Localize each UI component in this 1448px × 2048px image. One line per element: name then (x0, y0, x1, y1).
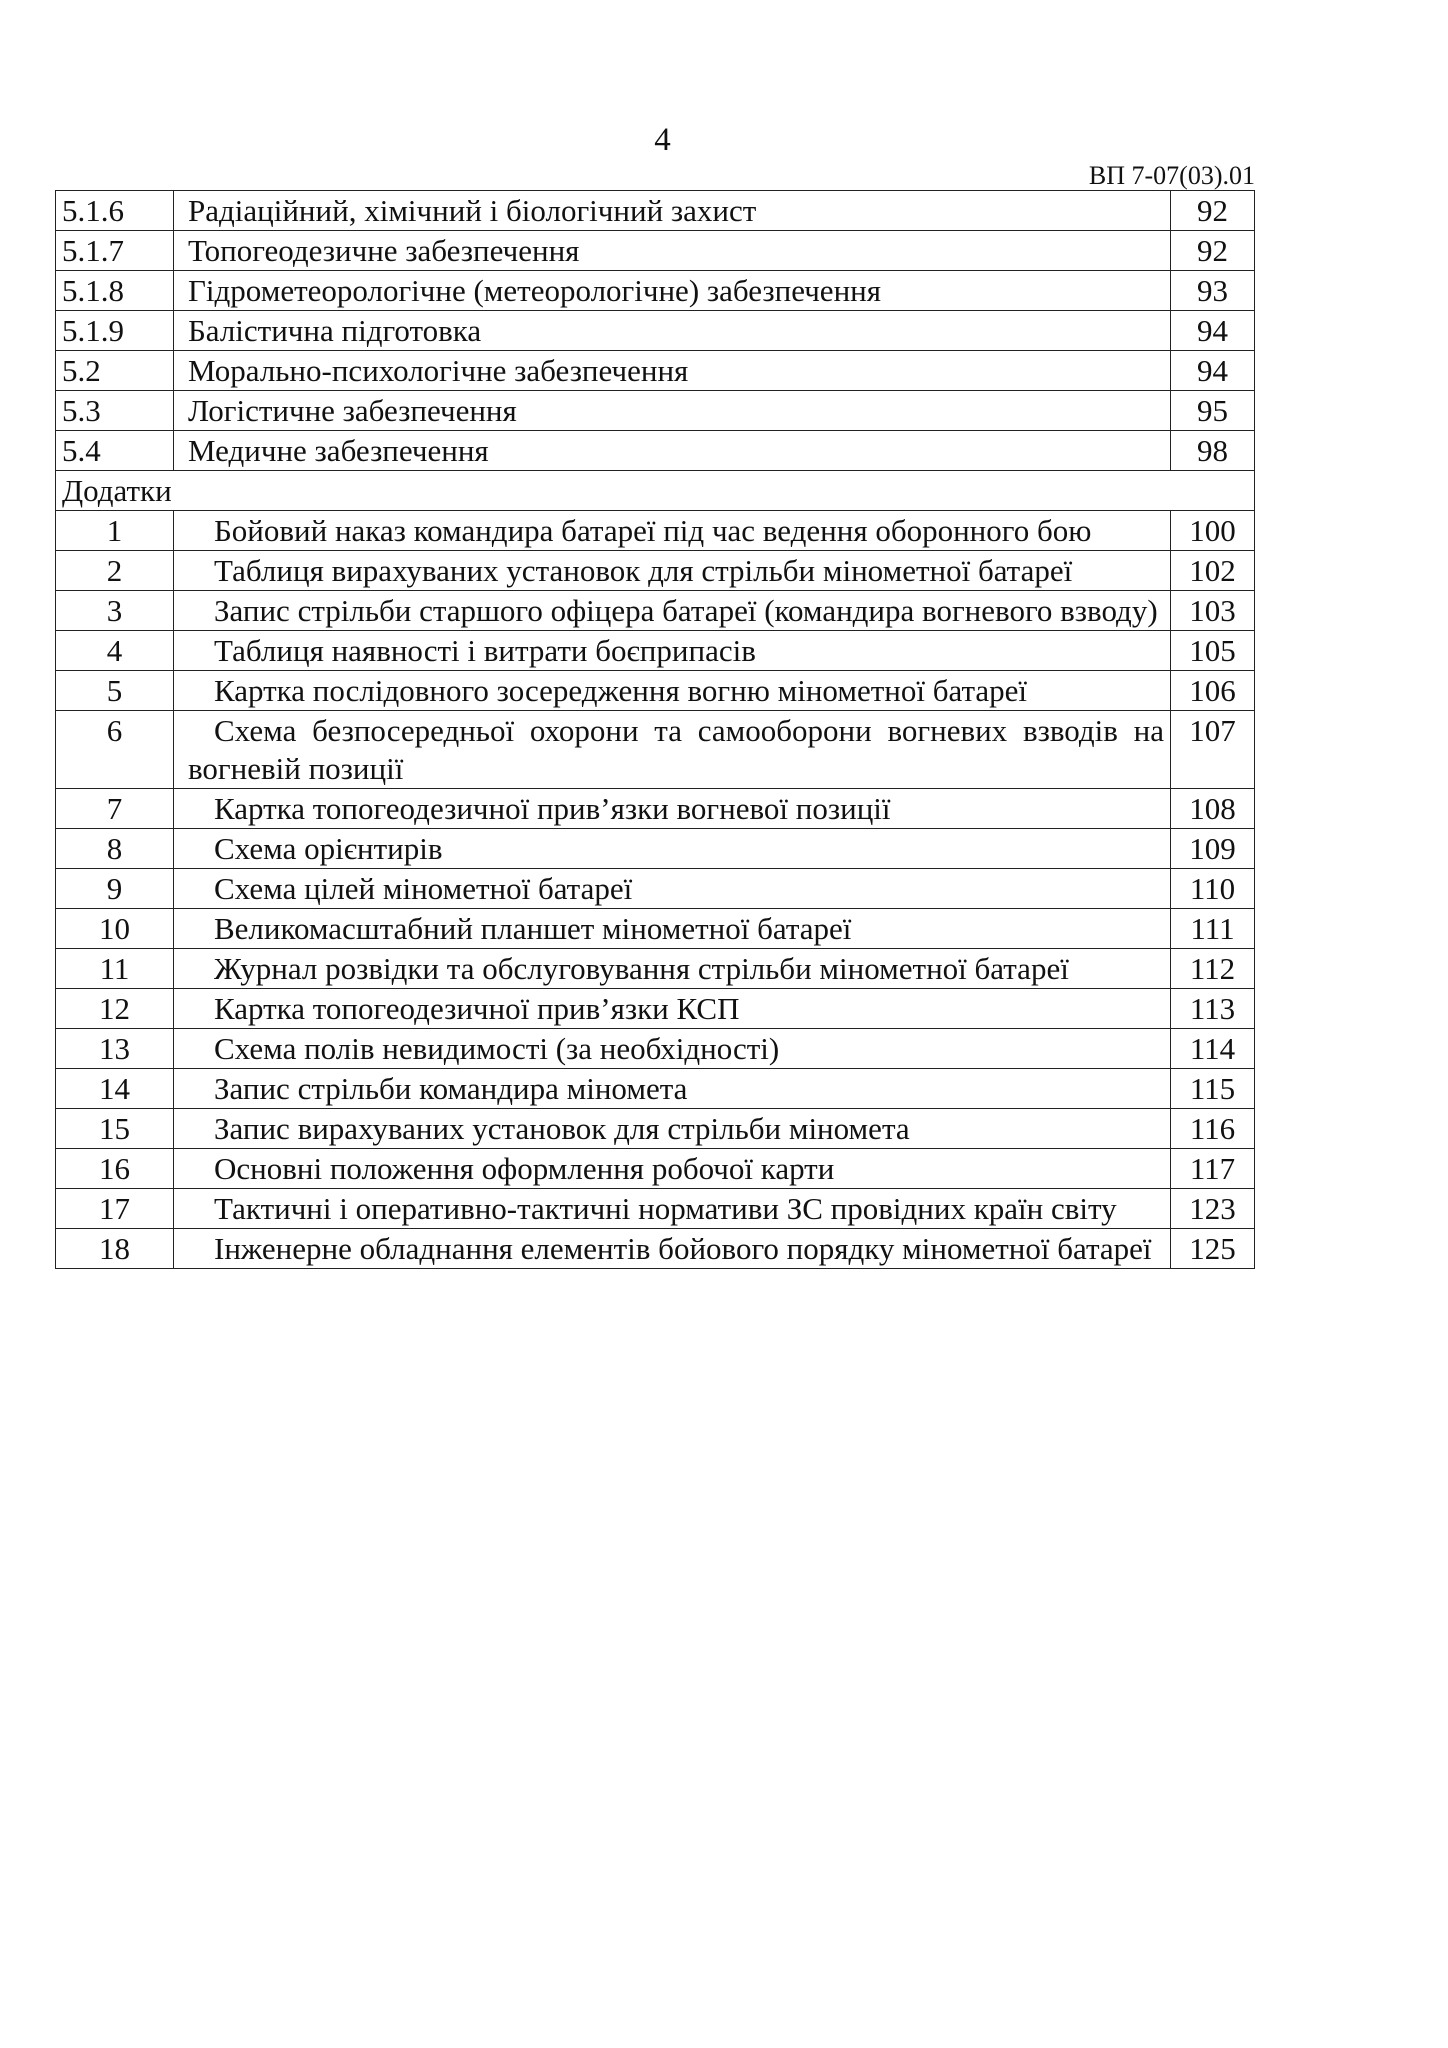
toc-appendix-row (56, 591, 1255, 631)
appendix-page: 117 (1171, 1149, 1255, 1189)
toc-appendix-row (56, 1109, 1255, 1149)
page-number: 4 (654, 122, 671, 158)
appendix-title: Запис стрільби старшого офіцера батареї (командира вогневого взводу) (174, 591, 1171, 631)
appendix-page: 102 (1171, 551, 1255, 591)
section-page: 95 (1171, 391, 1255, 431)
appendix-number: 8 (56, 829, 174, 869)
section-number: 5.1.9 (56, 311, 174, 351)
toc-section-row (56, 351, 1255, 391)
appendix-page: 100 (1171, 511, 1255, 551)
toc-appendix-row (56, 511, 1255, 551)
appendix-title: Тактичні і оперативно-тактичні нормативи ЗС провідних країн світу (174, 1189, 1171, 1229)
section-page: 94 (1171, 351, 1255, 391)
appendix-page: 107 (1171, 711, 1255, 789)
appendix-page: 116 (1171, 1109, 1255, 1149)
section-number: 5.2 (56, 351, 174, 391)
section-number: 5.1.6 (56, 191, 174, 231)
section-page: 98 (1171, 431, 1255, 471)
appendix-number: 17 (56, 1189, 174, 1229)
section-number: 5.4 (56, 431, 174, 471)
section-title: Морально-психологічне забезпечення (174, 351, 1171, 391)
toc-section-row (56, 311, 1255, 351)
toc-appendix-row (56, 909, 1255, 949)
toc-section-row (56, 431, 1255, 471)
appendix-title: Схема безпосередньої охорони та самооборони вогневих взводів на вогневій позиції (174, 711, 1171, 789)
appendix-title: Схема цілей мінометної батареї (174, 869, 1171, 909)
appendix-title: Схема полів невидимості (за необхідності) (174, 1029, 1171, 1069)
appendix-page: 110 (1171, 869, 1255, 909)
appendix-number: 1 (56, 511, 174, 551)
appendix-number: 13 (56, 1029, 174, 1069)
appendix-number: 15 (56, 1109, 174, 1149)
toc-appendix-row (56, 1029, 1255, 1069)
appendix-title: Картка топогеодезичної прив’язки вогневої позиції (174, 789, 1171, 829)
appendix-page: 106 (1171, 671, 1255, 711)
appendix-title: Запис стрільби командира міномета (174, 1069, 1171, 1109)
toc-appendix-row (56, 869, 1255, 909)
section-title: Медичне забезпечення (174, 431, 1171, 471)
appendix-title: Схема орієнтирів (174, 829, 1171, 869)
appendix-page: 112 (1171, 949, 1255, 989)
document-code: ВП 7-07(03).01 (1088, 161, 1255, 190)
section-number: 5.3 (56, 391, 174, 431)
appendices-heading-row (56, 471, 1255, 511)
appendix-page: 109 (1171, 829, 1255, 869)
appendix-number: 4 (56, 631, 174, 671)
appendix-number: 6 (56, 711, 174, 789)
appendix-page: 125 (1171, 1229, 1255, 1269)
toc-appendix-row (56, 1189, 1255, 1229)
section-title: Радіаційний, хімічний і біологічний захист (174, 191, 1171, 231)
toc-appendix-row (56, 949, 1255, 989)
toc-appendix-row (56, 551, 1255, 591)
toc-appendix-row (56, 1229, 1255, 1269)
appendix-number: 7 (56, 789, 174, 829)
appendix-page: 105 (1171, 631, 1255, 671)
section-number: 5.1.7 (56, 231, 174, 271)
appendix-title: Картка послідовного зосередження вогню мінометної батареї (174, 671, 1171, 711)
appendix-page: 111 (1171, 909, 1255, 949)
section-title: Балістична підготовка (174, 311, 1171, 351)
appendix-title: Запис вирахуваних установок для стрільби міномета (174, 1109, 1171, 1149)
toc-appendix-row (56, 789, 1255, 829)
section-title: Топогеодезичне забезпечення (174, 231, 1171, 271)
appendix-title: Бойовий наказ командира батареї під час ведення оборонного бою (174, 511, 1171, 551)
appendix-number: 9 (56, 869, 174, 909)
toc-appendix-row (56, 829, 1255, 869)
appendix-number: 16 (56, 1149, 174, 1189)
appendix-number: 14 (56, 1069, 174, 1109)
appendix-page: 103 (1171, 591, 1255, 631)
appendix-number: 5 (56, 671, 174, 711)
appendix-page: 108 (1171, 789, 1255, 829)
appendix-number: 3 (56, 591, 174, 631)
appendices-heading: Додатки (56, 471, 1255, 511)
appendix-page: 123 (1171, 1189, 1255, 1229)
toc-appendix-row (56, 631, 1255, 671)
toc-section-row (56, 391, 1255, 431)
toc-section-row (56, 231, 1255, 271)
toc-appendix-row (56, 671, 1255, 711)
section-page: 94 (1171, 311, 1255, 351)
appendix-title: Таблиця вирахуваних установок для стрільби мінометної батареї (174, 551, 1171, 591)
appendix-title: Таблиця наявності і витрати боєприпасів (174, 631, 1171, 671)
section-title: Логістичне забезпечення (174, 391, 1171, 431)
toc-appendix-row (56, 1069, 1255, 1109)
appendix-page: 115 (1171, 1069, 1255, 1109)
appendix-title: Інженерне обладнання елементів бойового порядку мінометної батареї (174, 1229, 1171, 1269)
appendix-page: 114 (1171, 1029, 1255, 1069)
toc-section-row (56, 271, 1255, 311)
toc-section-row (56, 191, 1255, 231)
appendix-number: 11 (56, 949, 174, 989)
appendix-title: Великомасштабний планшет мінометної батареї (174, 909, 1171, 949)
section-page: 92 (1171, 231, 1255, 271)
appendix-title: Журнал розвідки та обслуговування стрільби мінометної батареї (174, 949, 1171, 989)
appendix-title: Картка топогеодезичної прив’язки КСП (174, 989, 1171, 1029)
toc-appendix-row (56, 989, 1255, 1029)
table-of-contents (55, 190, 1255, 1269)
section-number: 5.1.8 (56, 271, 174, 311)
toc-body (56, 191, 1255, 1269)
section-page: 92 (1171, 191, 1255, 231)
appendix-number: 12 (56, 989, 174, 1029)
appendix-number: 2 (56, 551, 174, 591)
section-title: Гідрометеорологічне (метеорологічне) забезпечення (174, 271, 1171, 311)
appendix-page: 113 (1171, 989, 1255, 1029)
toc-appendix-row (56, 711, 1255, 789)
appendix-title: Основні положення оформлення робочої карти (174, 1149, 1171, 1189)
appendix-number: 10 (56, 909, 174, 949)
section-page: 93 (1171, 271, 1255, 311)
appendix-number: 18 (56, 1229, 174, 1269)
toc-appendix-row (56, 1149, 1255, 1189)
